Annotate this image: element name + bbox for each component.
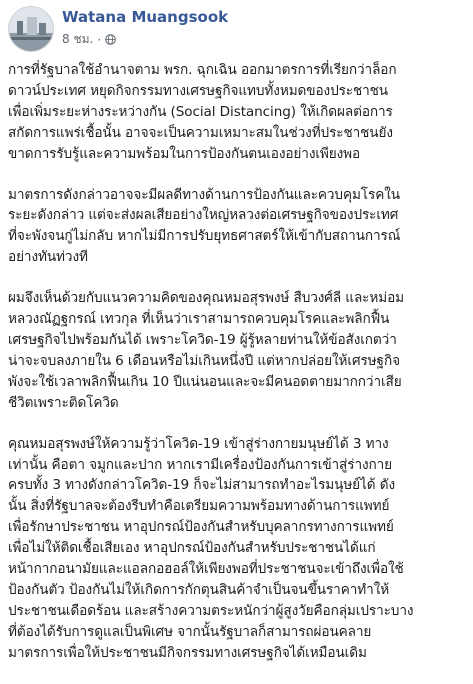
post-body [8, 60, 470, 684]
post-header [8, 6, 465, 54]
author-name[interactable]: Watana Muangsook [62, 8, 229, 26]
post-meta: 8 ชม. · [62, 30, 116, 49]
globe-icon[interactable] [105, 34, 116, 45]
avatar-photo [9, 7, 53, 51]
avatar[interactable] [8, 6, 54, 52]
post-timestamp[interactable]: 8 ชม. [62, 32, 94, 46]
post-paragraph: ผมจึงเห็นด้วยกับแนวความคิดของคุณหมอสุรพงษ์ สืบวงศ์ลี และหม่อม หลวงณัฏฐกรณ์ เทวกุล ที่เห็นว่าเราสามารถควบคุมโรคและพลิกฟื้น เศรษฐกิจไปพร้อมกันได้ เพราะโควิด-19 ผู้รู้หลายท่านให้ข้อสังเกตว่า น่าจะจบลงภายใน 6 เดือนหรือไม่เกินหนึ่งปี แต่หากปล่อยให้เศรษฐกิจ พังจะใช้เวลาพลิกฟื้นเกิน 10 ปีแน่นอนและจะมีคนอดตายมากกว่าเสีย ชีวิตเพราะติดโควิด [8, 290, 405, 411]
post-paragraph: การที่รัฐบาลใช้อำนาจตาม พรก. ฉุกเฉิน ออกมาตรการที่เรียกว่าล็อก ดาวน์ประเทศ หยุดกิจกรรมทางเศรษฐกิจแทบทั้งหมดของประชาชน เพื่อเพิ่มระยะห่างระหว่างกัน (Social Distancing) ให้เกิดผลต่อการ สกัดการแพร่เชื้อนั้น อาจจะเป็นความเหมาะสมในช่วงที่ประชาชนยัง ขาดการรับรู้และความพร้อมในการป้องกันตนเองอย่างเพียงพอ [8, 62, 397, 162]
post-paragraph: คุณหมอสุรพงษ์ให้ความรู้ว่าโควิด-19 เข้าสู่ร่างกายมนุษย์ได้ 3 ทาง เท่านั้น คือตา จมูกและปาก หากเรามีเครื่องป้องกันการเข้าสู่ร่างกาย ครบทั้ง 3 ทางดังกล่าวโควิด-19 ก็จะไม่สามารถทำอะไรมนุษย์ได้ ดัง นั้น สิ่งที่รัฐบาลจะต้องรีบทำคือเตรียมความพร้อมทางด้านการแพทย์ เพื่อรักษาประชาชน หาอุปกรณ์ป้องกันสำหรับบุคลากรทางการแพทย์ เพื่อไม่ให้ติดเชื้อเสียเอง หาอุปกรณ์ป้องกันสำหรับประชาชนได้แก่ หน้ากากอนามัยและแอลกอฮอล์ให้เพียงพอที่ประชาชนจะเข้าถึงเพื่อใช้ ป้องกันตัว ป้องกันไม่ให้เกิดการกักตุนสินค้าจำเป็นจนขึ้นราคาทำให้ ประชาชนเดือดร้อน และสร้างความตระหนักว่าผู้สูงวัยคือกลุ่มเปราะบาง ที่ต้องได้รับการดูแลเป็นพิเศษ จากนั้นรัฐบาลก็สามารถผ่อนคลาย มาตรการเพื่อให้ประชาชนมีกิจกรรมทางเศรษฐกิจได้เหมือนเดิม [8, 435, 414, 661]
post-paragraph: มาตรการดังกล่าวอาจจะมีผลดีทางด้านการป้องกันและควบคุมโรคใน ระยะดังกล่าว แต่จะส่งผลเสียอย่างใหญ่หลวงต่อเศรษฐกิจของประเทศ ที่จะพังจนกู่ไม่กลับ หากไม่มีการปรับยุทธศาสตร์ให้เข้ากับสถานการณ์ อย่างทันท่วงที [8, 186, 401, 266]
